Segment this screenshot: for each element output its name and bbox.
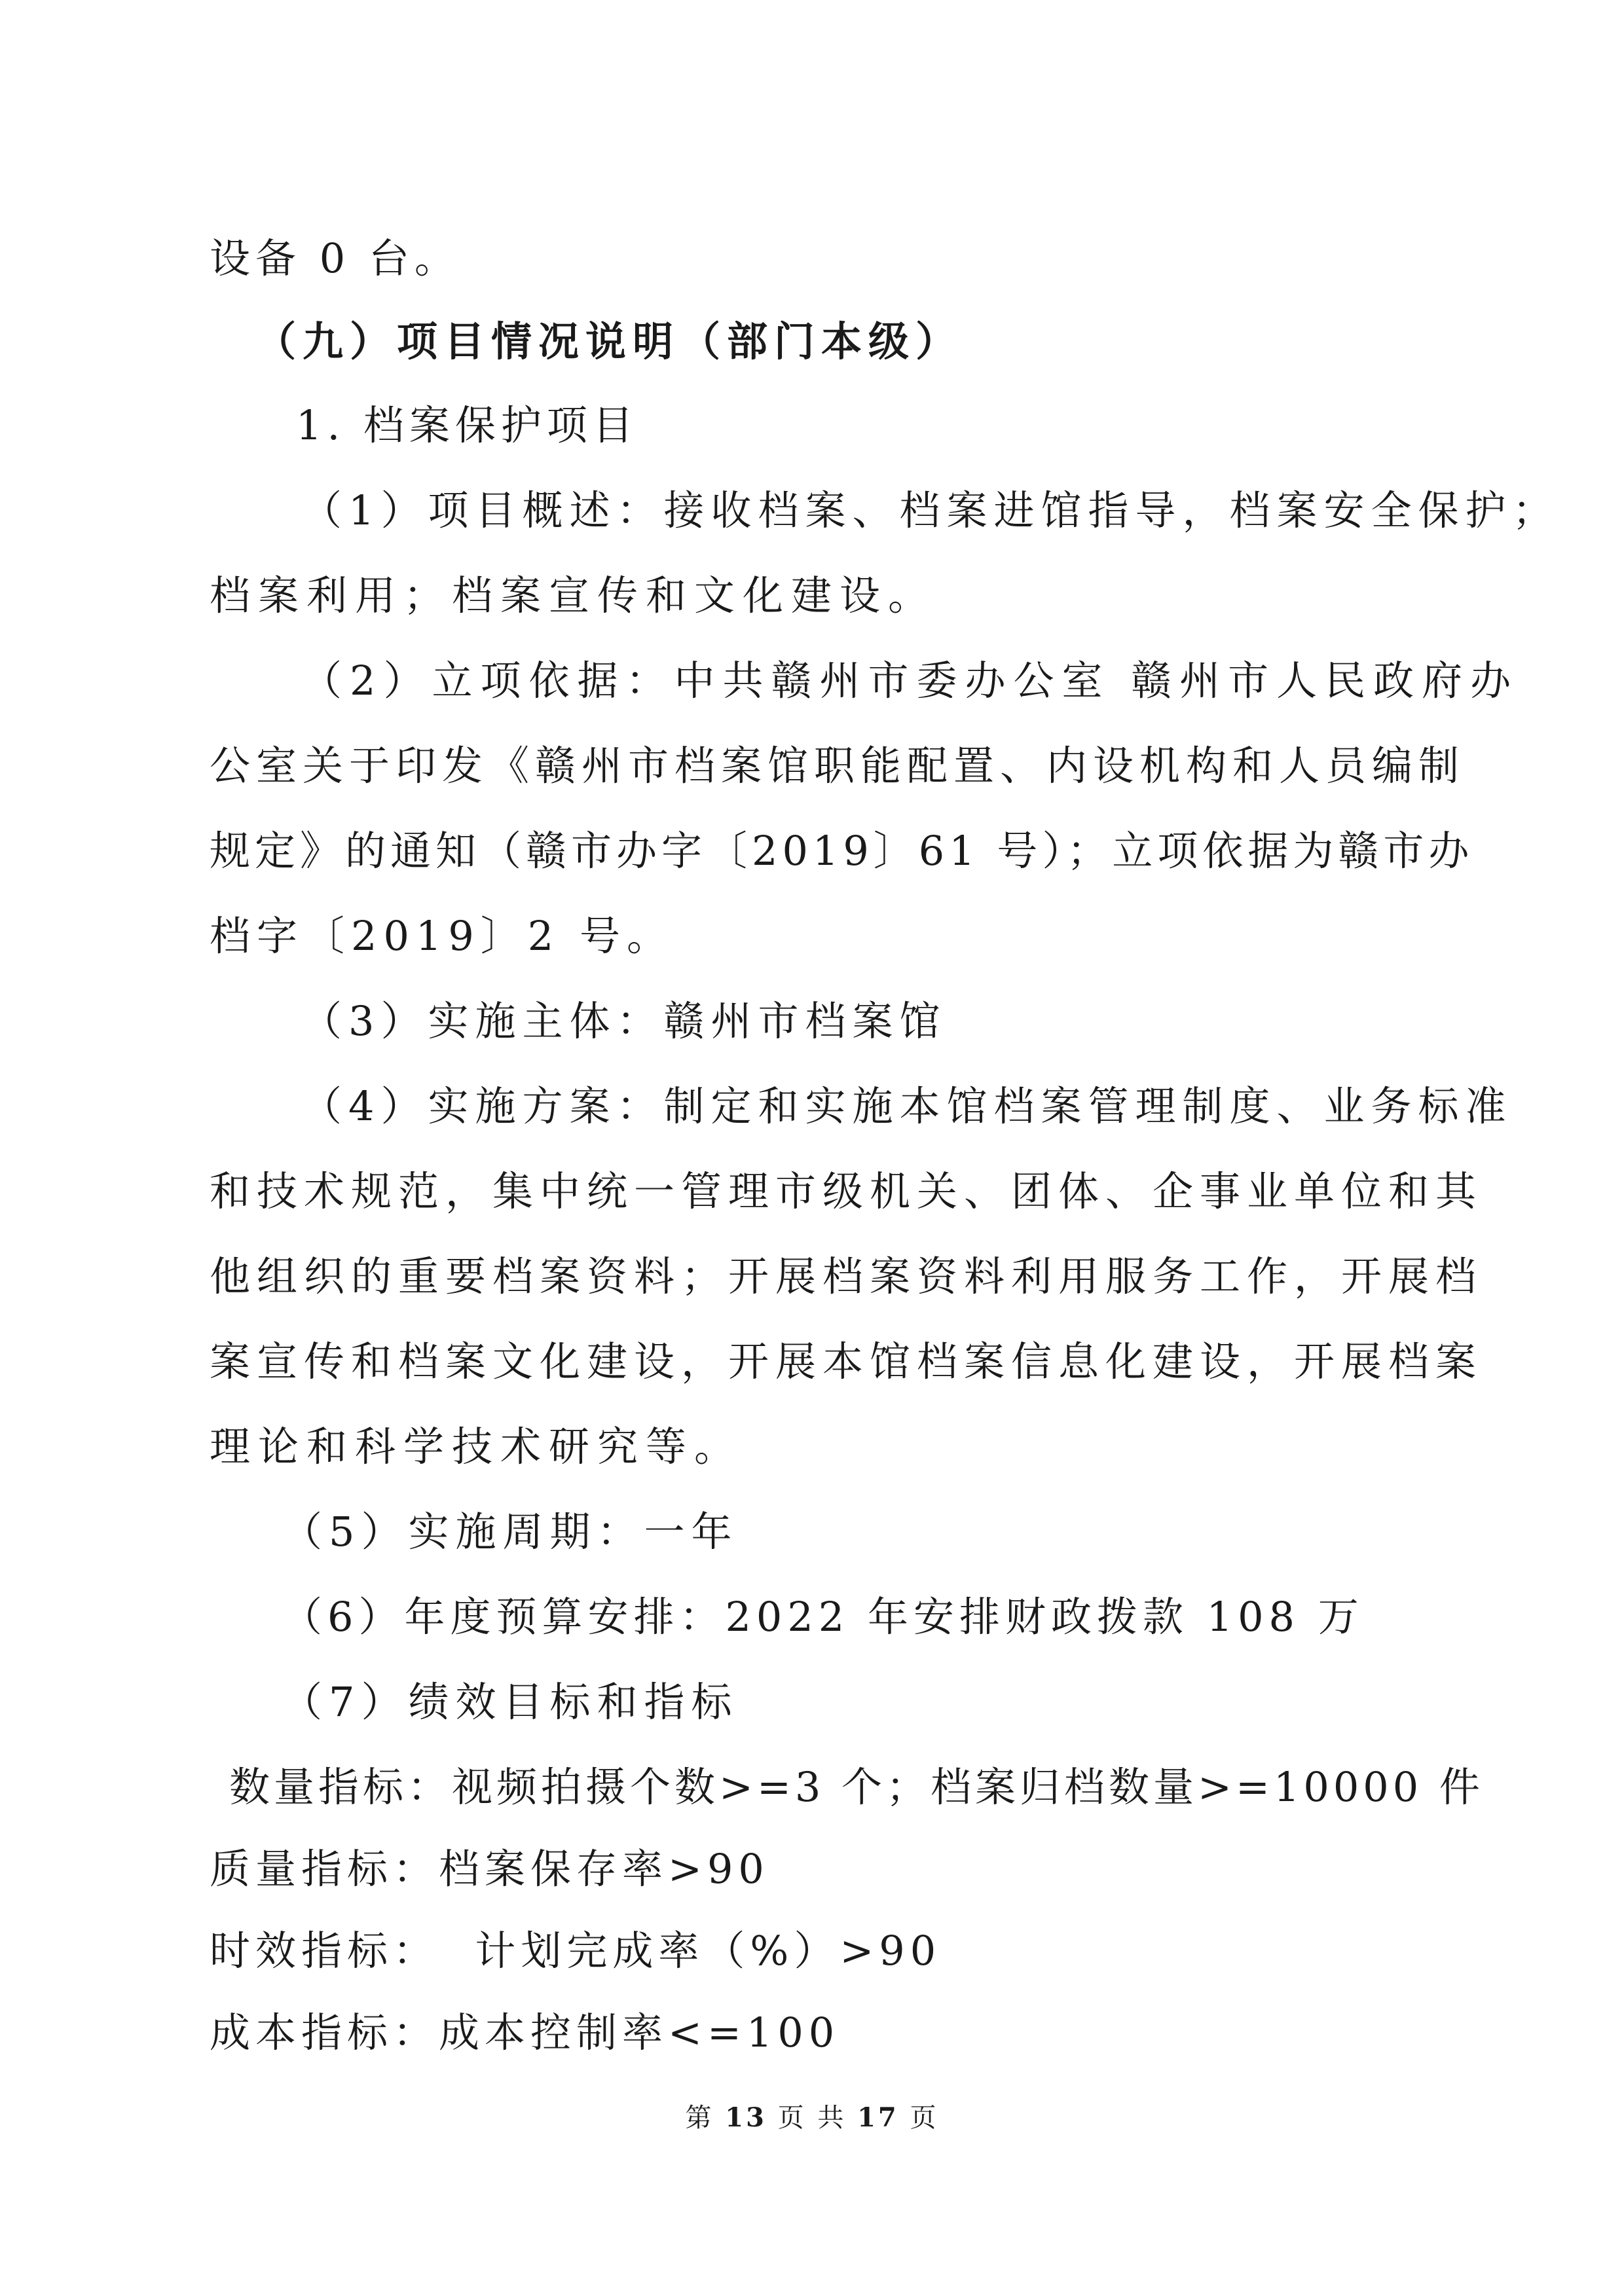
total-page-count: 17 [857,2102,899,2133]
paragraph-line: （7）绩效目标和指标 [282,1678,739,1726]
subsection-title: 1. 档案保护项目 [296,401,638,449]
section-heading: （九）项目情况说明（部门本级） [255,318,963,365]
paragraph-line: （3）实施主体：赣州市档案馆 [301,997,947,1045]
paragraph-line: （1）项目概述：接收档案、档案进馆指导，档案安全保护； [301,486,1560,534]
paragraph-line: （6）年度预算安排：2022 年安排财政拨款 108 万 [282,1593,1364,1641]
indicator-quantity: 数量指标：视频拍摄个数>=3 个；档案归档数量>=10000 件 [229,1763,1484,1811]
paragraph-line: 理论和科学技术研究等。 [210,1423,743,1470]
paragraph-line: （5）实施周期：一年 [282,1508,739,1556]
paragraph-line: 档字〔2019〕2 号。 [210,912,674,960]
footer-middle: 页 共 [777,2103,847,2133]
footer-prefix: 第 [685,2103,714,2133]
paragraph-line: 设备 0 台。 [210,234,460,282]
indicator-quality: 质量指标：档案保存率>90 [210,1845,769,1893]
paragraph-line: （4）实施方案：制定和实施本馆档案管理制度、业务标准 [301,1082,1513,1130]
paragraph-line: 档案利用；档案宣传和文化建设。 [210,572,937,619]
page-footer [0,2102,1624,2134]
paragraph-line: 案宣传和档案文化建设，开展本馆档案信息化建设，开展档案 [210,1338,1483,1385]
footer-suffix: 页 [910,2103,939,2133]
current-page-number: 13 [725,2102,767,2133]
paragraph-line: 规定》的通知（赣市办字〔2019〕61 号）；立项依据为赣市办 [210,827,1474,875]
indicator-timeliness: 时效指标： 计划完成率（%）>90 [210,1927,942,1975]
paragraph-line: （2）立项依据：中共赣州市委办公室 赣州市人民政府办 [301,657,1519,704]
indicator-cost: 成本指标：成本控制率<=100 [210,2009,840,2056]
paragraph-line: 和技术规范，集中统一管理市级机关、团体、企事业单位和其 [210,1167,1483,1215]
paragraph-line: 公室关于印发《赣州市档案馆职能配置、内设机构和人员编制 [210,742,1466,790]
paragraph-line: 他组织的重要档案资料；开展档案资料利用服务工作，开展档 [210,1252,1483,1300]
